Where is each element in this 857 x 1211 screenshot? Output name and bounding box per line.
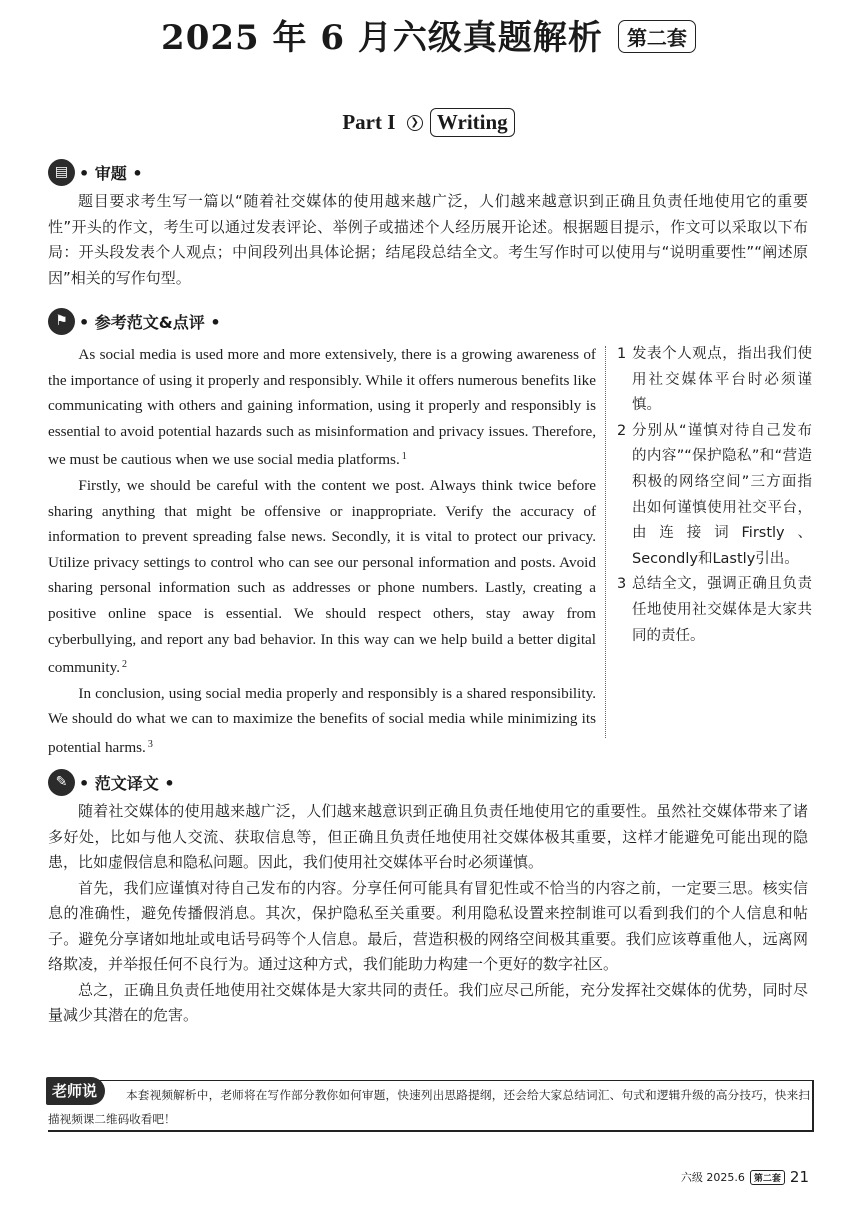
note-mark: 2 <box>122 659 127 671</box>
note-mark: 3 <box>147 738 153 750</box>
translation-block <box>48 799 808 1029</box>
commentary-notes <box>617 342 812 649</box>
column-divider <box>605 346 606 738</box>
essay-paragraph-text: In conclusion, using social media properly and responsibly is a shared responsibility. We should do what we can to maximize the benefits of social media while minimizing its potential harms. <box>48 684 596 756</box>
document-icon: ▤ <box>48 159 75 186</box>
sample-essay <box>48 342 596 761</box>
teacher-tip-box <box>48 1080 814 1132</box>
part-label: Part I <box>342 110 396 134</box>
teacher-tip-text: 本套视频解析中，老师将在写作部分教你如何审题，快速列出思路提纲，还会给大家总结词汇、句式和逻辑升级的高分技巧，快来扫描视频课二维码收看吧！ <box>48 1088 810 1126</box>
note-text: 发表个人观点，指出我们使用社交媒体平台时必须谨慎。 <box>632 346 812 414</box>
page-number: 21 <box>789 1168 809 1186</box>
footer-exam: 六级 2025.6 <box>680 1171 745 1184</box>
commentary-note <box>617 419 812 573</box>
essay-paragraph <box>48 342 596 473</box>
commentary-note <box>617 342 812 419</box>
essay-paragraph <box>48 473 596 681</box>
section-translation-title: • 范文译文 • <box>79 773 175 793</box>
part-name: Writing <box>430 108 515 137</box>
part-heading <box>0 108 857 137</box>
essay-paragraph-text: As social media is used more and more extensively, there is a growing awareness of the importance of using it properly and responsibly. While it offers numerous benefits like communicating with others and gaining information, using it properly and responsibly is essential to avoid potential hazards such as misinformation and privacy issues. Therefore, we must be cautious when we use social media platforms. <box>48 346 596 469</box>
note-text: 分别从“谨慎对待自己发布的内容”“保护隐私”和“营造积极的网络空间”三方面指出如何谨慎使用社交平台，由连接词Firstly、Secondly和Lastly引出。 <box>632 422 812 567</box>
analysis-text: 题目要求考生写一篇以“随着社交媒体的使用越来越广泛，人们越来越意识到正确且负责任地使用它的重要性”开头的作文，考生可以通过发表评论、举例子或描述个人经历展开论述。根据题目提示，作文可以采取以下布局：开头段发表个人观点；中间段列出具体论据；结尾段总结全文。考生写作时可以使用与“说明重要性”“阐述原因”相关的写作句型。 <box>48 192 808 287</box>
section-translation-heading <box>48 768 175 796</box>
flag-icon: ⚑ <box>48 308 75 335</box>
essay-paragraph-text: Firstly, we should be careful with the content we post. Always think twice before sharing anything that might be offensive or inappropriate. Verify the accuracy of information to prevent spreading false news. Secondly, it is vital to protect our privacy. Utilize privacy settings to control who can see our personal information and posts. Avoid sharing personal information such as addresses or phone numbers. Lastly, creating a positive online space is essential. We should respect others, stay away from cyberbullying, and report any bad behavior. In this way can we help build a better digital community. <box>48 476 596 677</box>
page-title-text: 2025 年 6 月六级真题解析 <box>161 18 603 58</box>
note-mark: 1 <box>401 451 407 463</box>
page-footer <box>681 1168 809 1186</box>
analysis-text-block <box>48 189 808 291</box>
essay-paragraph <box>48 681 596 761</box>
commentary-note <box>617 572 812 649</box>
footer-set-tag: 第二套 <box>750 1170 785 1185</box>
translation-paragraph: 总之，正确且负责任地使用社交媒体是大家共同的责任。我们应尽己所能，充分发挥社交媒体的优势，同时尽量减少其潜在的危害。 <box>48 980 808 1024</box>
note-number: 1 <box>617 346 627 362</box>
teacher-badge: 老师说 <box>46 1077 105 1105</box>
section-analysis-heading <box>48 158 143 186</box>
note-number: 3 <box>617 576 627 593</box>
page-title <box>0 10 857 59</box>
note-number: 2 <box>617 422 627 439</box>
translation-paragraph: 随着社交媒体的使用越来越广泛，人们越来越意识到正确且负责任地使用它的重要性。虽然社交媒体带来了诸多好处，比如与他人交流、获取信息等，但正确且负责任地使用社交媒体极其重要，这样才能避免可能出现的隐患，比如虚假信息和隐私问题。因此，我们使用社交媒体平台时必须谨慎。 <box>48 802 808 871</box>
arrow-right-icon: ❯ <box>407 115 423 131</box>
section-analysis-title: • 审题 • <box>79 163 143 183</box>
section-sample-heading <box>48 307 221 335</box>
pen-icon: ✎ <box>48 769 75 796</box>
section-sample-title: • 参考范文&点评 • <box>79 312 221 332</box>
set-tag: 第二套 <box>618 20 696 53</box>
translation-paragraph: 首先，我们应谨慎对待自己发布的内容。分享任何可能具有冒犯性或不恰当的内容之前，一定要三思。核实信息的准确性，避免传播假消息。其次，保护隐私至关重要。利用隐私设置来控制谁可以看到我们的个人信息和帖子。避免分享诸如地址或电话号码等个人信息。最后，营造积极的网络空间极其重要。我们应该尊重他人，远离网络欺凌，并举报任何不良行为。通过这种方式，我们能助力构建一个更好的数字社区。 <box>48 878 808 973</box>
note-text: 总结全文，强调正确且负责任地使用社交媒体是大家共同的责任。 <box>632 576 812 644</box>
